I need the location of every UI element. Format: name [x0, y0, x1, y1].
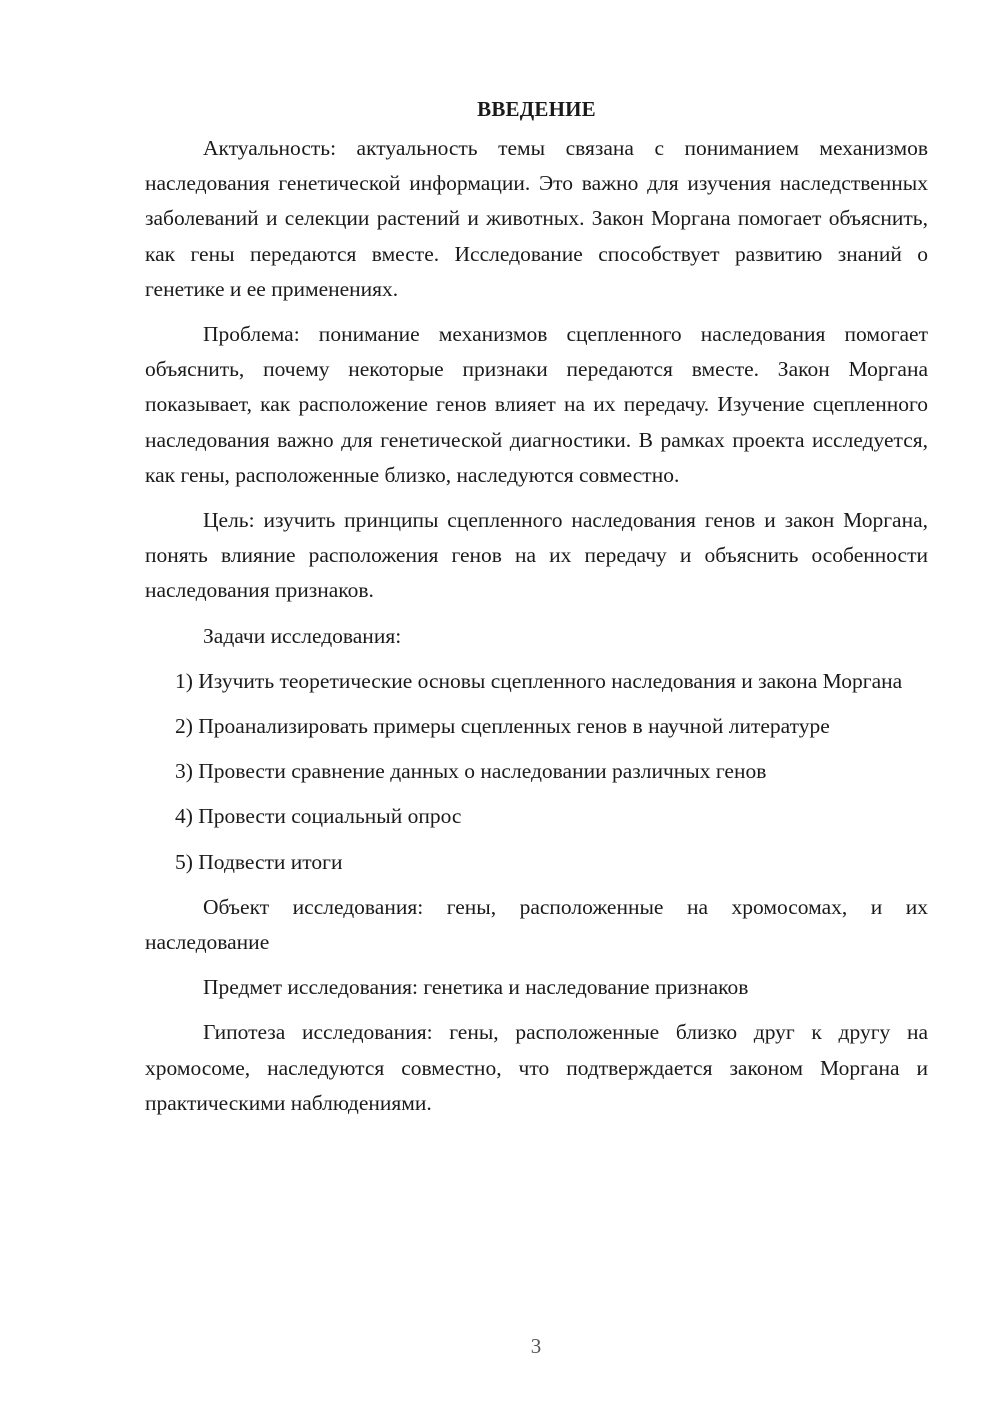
list-item: 5) Подвести итоги — [175, 849, 343, 874]
list-item: 2) Проанализировать примеры сцепленных генов в научной литературе — [175, 714, 830, 739]
problem-paragraph: Проблема: понимание механизмов сцепленного наследования помогает объяснить, почему некоторые признаки передаются вместе. Закон Моргана показывает, как расположение генов влияет на их передачу. Изучение сцепленного наследования важно для генетической диагностики. В рамках проекта исследуется, как гены, расположенные близко, наследуются совместно. — [145, 322, 928, 487]
tasks-list — [145, 664, 928, 880]
relevance-paragraph: Актуальность: актуальность темы связана с пониманием механизмов наследования генетической информации. Это важно для изучения наследственных заболеваний и селекции растений и животных. Закон Моргана помогает объяснить, как гены передаются вместе. Исследование способствует развитию знаний о генетике и ее применениях. — [145, 136, 928, 301]
list-item: 3) Провести сравнение данных о наследовании различных генов — [175, 759, 767, 784]
list-item: 4) Провести социальный опрос — [175, 804, 462, 829]
hypothesis-paragraph: Гипотеза исследования: гены, расположенные близко друг к другу на хромосоме, наследуются совместно, что подтверждается законом Моргана и практическими наблюдениями. — [145, 1020, 928, 1115]
goal-paragraph: Цель: изучить принципы сцепленного наследования генов и закон Моргана, понять влияние расположения генов на их передачу и объяснить особенности наследования признаков. — [145, 508, 928, 603]
subject-paragraph: Предмет исследования: генетика и наследование признаков — [203, 975, 749, 1000]
page-number: 3 — [530, 1334, 542, 1358]
object-paragraph: Объект исследования: гены, расположенные на хромосомах, и их наследование — [145, 894, 928, 955]
page-title: ВВЕДЕНИЕ — [477, 97, 596, 121]
document-page — [145, 92, 928, 1131]
tasks-heading: Задачи исследования: — [203, 623, 402, 648]
list-item: 1) Изучить теоретические основы сцепленного наследования и закона Моргана — [175, 668, 903, 693]
